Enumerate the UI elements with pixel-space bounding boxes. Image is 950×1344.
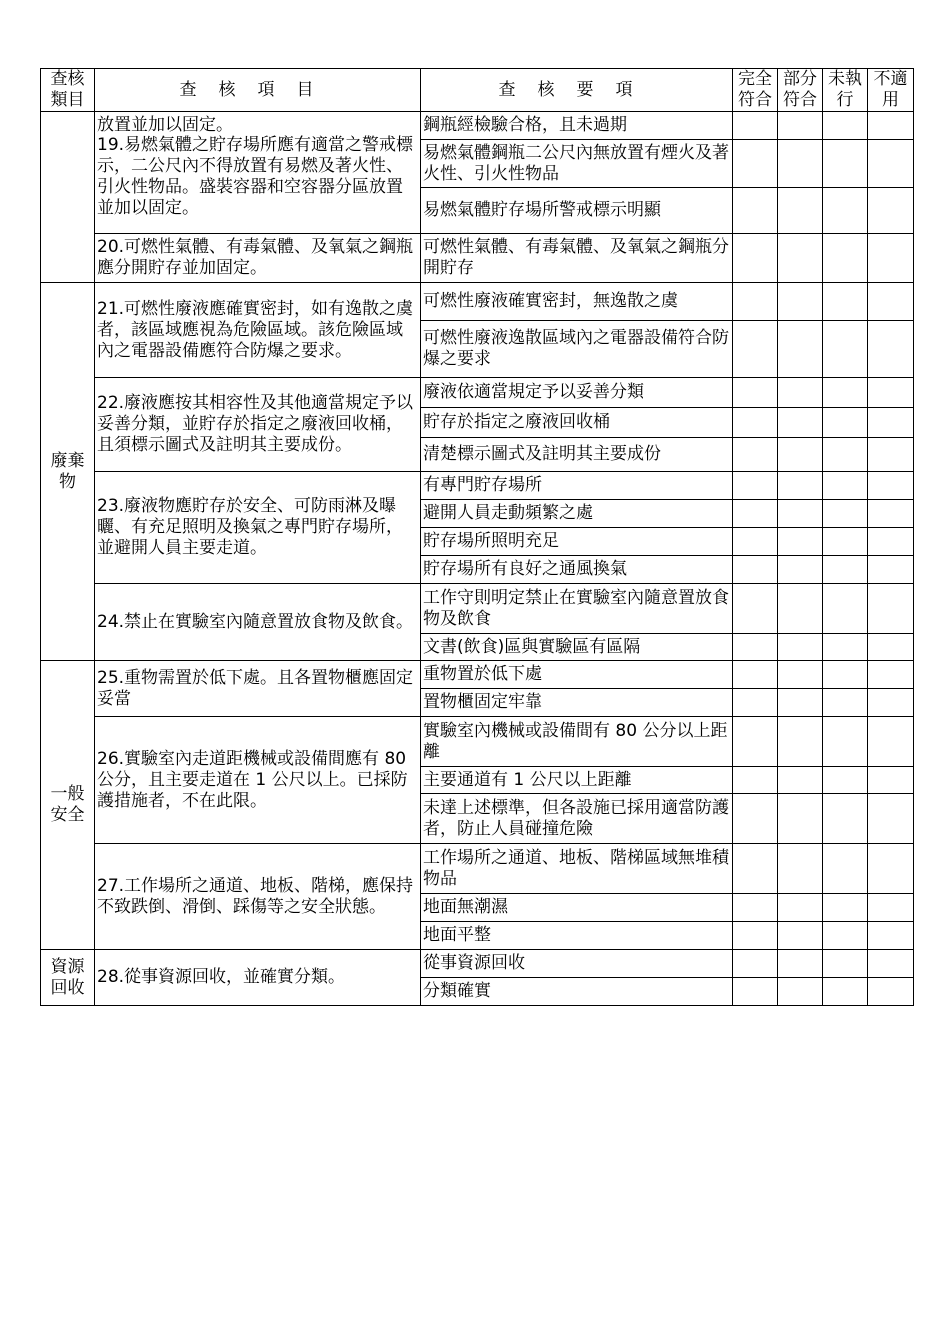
item-19-overflow-text: 放置並加以固定。 — [97, 114, 233, 135]
check-full[interactable] — [733, 556, 778, 584]
check-full[interactable] — [733, 188, 778, 234]
check-full[interactable] — [733, 438, 778, 472]
header-full-compliance: 完全符合 — [733, 69, 778, 112]
check-full[interactable] — [733, 408, 778, 438]
check-full[interactable] — [733, 500, 778, 528]
header-row — [41, 69, 914, 112]
check-na[interactable] — [868, 922, 914, 950]
check-full[interactable] — [733, 634, 778, 661]
requirement-cell: 有專門貯存場所 — [421, 472, 733, 500]
check-na[interactable] — [868, 689, 914, 717]
check-partial[interactable] — [778, 140, 823, 188]
check-not-executed[interactable] — [823, 717, 868, 767]
requirement-cell: 可燃性氣體、有毒氣體、及氧氣之鋼瓶分開貯存 — [421, 234, 733, 283]
item-19-text: 19.易燃氣體之貯存場所應有適當之警戒標示，二公尺內不得放置有易燃及著火性、引火性物品。盛裝容器和空容器分區放置並加以固定。 — [97, 134, 414, 218]
check-full[interactable] — [733, 584, 778, 634]
check-not-executed[interactable] — [823, 767, 868, 794]
check-not-executed[interactable] — [823, 438, 868, 472]
table-row — [41, 234, 914, 283]
category-waste: 廢棄物 — [41, 283, 95, 661]
check-not-executed[interactable] — [823, 408, 868, 438]
check-partial[interactable] — [778, 894, 823, 922]
item-25: 25.重物需置於低下處。且各置物櫃應固定妥當 — [95, 661, 421, 717]
check-not-executed[interactable] — [823, 283, 868, 321]
check-full[interactable] — [733, 844, 778, 894]
check-not-executed[interactable] — [823, 922, 868, 950]
check-na[interactable] — [868, 500, 914, 528]
check-full[interactable] — [733, 661, 778, 689]
requirement-cell: 鋼瓶經檢驗合格，且未過期 — [421, 112, 733, 140]
check-full[interactable] — [733, 922, 778, 950]
item-26: 26.實驗室內走道距機械或設備間應有 80 公分，且主要走道在 1 公尺以上。已採防護措施者，不在此限。 — [95, 717, 421, 844]
check-na[interactable] — [868, 438, 914, 472]
table-row — [41, 717, 914, 767]
requirement-cell: 避開人員走動頻繁之處 — [421, 500, 733, 528]
requirement-cell: 從事資源回收 — [421, 950, 733, 978]
check-not-executed[interactable] — [823, 188, 868, 234]
check-full[interactable] — [733, 283, 778, 321]
requirement-cell: 廢液依適當規定予以妥善分類 — [421, 378, 733, 408]
requirement-cell: 可燃性廢液逸散區域內之電器設備符合防爆之要求 — [421, 321, 733, 378]
requirement-cell: 貯存場所有良好之通風換氣 — [421, 556, 733, 584]
table-row — [41, 472, 914, 500]
check-partial[interactable] — [778, 378, 823, 408]
requirement-cell: 實驗室內機械或設備間有 80 公分以上距離 — [421, 717, 733, 767]
check-full[interactable] — [733, 794, 778, 844]
check-full[interactable] — [733, 140, 778, 188]
check-na[interactable] — [868, 584, 914, 634]
check-full[interactable] — [733, 717, 778, 767]
audit-checklist-table — [40, 68, 914, 1006]
requirement-cell: 可燃性廢液確實密封，無逸散之虞 — [421, 283, 733, 321]
check-na[interactable] — [868, 188, 914, 234]
check-not-executed[interactable] — [823, 978, 868, 1006]
check-na[interactable] — [868, 408, 914, 438]
check-partial[interactable] — [778, 767, 823, 794]
check-full[interactable] — [733, 894, 778, 922]
check-partial[interactable] — [778, 634, 823, 661]
check-not-executed[interactable] — [823, 500, 868, 528]
check-full[interactable] — [733, 689, 778, 717]
table-row — [41, 584, 914, 634]
check-full[interactable] — [733, 950, 778, 978]
check-partial[interactable] — [778, 950, 823, 978]
check-na[interactable] — [868, 717, 914, 767]
item-24: 24.禁止在實驗室內隨意置放食物及飲食。 — [95, 584, 421, 661]
table-row — [41, 950, 914, 978]
check-na[interactable] — [868, 283, 914, 321]
check-not-executed[interactable] — [823, 794, 868, 844]
requirement-cell: 貯存場所照明充足 — [421, 528, 733, 556]
table-row — [41, 844, 914, 894]
check-partial[interactable] — [778, 556, 823, 584]
check-partial[interactable] — [778, 438, 823, 472]
check-partial[interactable] — [778, 978, 823, 1006]
check-na[interactable] — [868, 767, 914, 794]
item-20: 20.可燃性氣體、有毒氣體、及氧氣之鋼瓶應分開貯存並加固定。 — [95, 234, 421, 283]
check-partial[interactable] — [778, 717, 823, 767]
requirement-cell: 主要通道有 1 公尺以上距離 — [421, 767, 733, 794]
table-row — [41, 378, 914, 408]
check-na[interactable] — [868, 978, 914, 1006]
requirement-cell: 易燃氣體貯存場所警戒標示明顯 — [421, 188, 733, 234]
check-na[interactable] — [868, 556, 914, 584]
check-not-executed[interactable] — [823, 661, 868, 689]
check-partial[interactable] — [778, 844, 823, 894]
item-22: 22.廢液應按其相容性及其他適當規定予以妥善分類，並貯存於指定之廢液回收桶，且須標示圖式及註明其主要成份。 — [95, 378, 421, 472]
check-partial[interactable] — [778, 188, 823, 234]
check-not-executed[interactable] — [823, 950, 868, 978]
check-full[interactable] — [733, 234, 778, 283]
header-not-applicable: 不適用 — [868, 69, 914, 112]
check-not-executed[interactable] — [823, 140, 868, 188]
check-na[interactable] — [868, 950, 914, 978]
check-not-executed[interactable] — [823, 378, 868, 408]
requirement-cell: 地面無潮濕 — [421, 894, 733, 922]
table-row — [41, 283, 914, 321]
check-partial[interactable] — [778, 584, 823, 634]
requirement-cell: 重物置於低下處 — [421, 661, 733, 689]
check-na[interactable] — [868, 634, 914, 661]
item-23: 23.廢液物應貯存於安全、可防雨淋及曝曬、有充足照明及換氣之專門貯存場所，並避開人員主要走道。 — [95, 472, 421, 584]
requirement-cell: 工作守則明定禁止在實驗室內隨意置放食物及飲食 — [421, 584, 733, 634]
check-full[interactable] — [733, 528, 778, 556]
check-not-executed[interactable] — [823, 556, 868, 584]
header-requirement: 查核要項 — [421, 69, 733, 112]
header-not-executed: 未執行 — [823, 69, 868, 112]
check-na[interactable] — [868, 234, 914, 283]
check-na[interactable] — [868, 794, 914, 844]
check-partial[interactable] — [778, 321, 823, 378]
check-partial[interactable] — [778, 112, 823, 140]
check-partial[interactable] — [778, 472, 823, 500]
check-partial[interactable] — [778, 922, 823, 950]
check-full[interactable] — [733, 472, 778, 500]
check-partial[interactable] — [778, 689, 823, 717]
check-na[interactable] — [868, 528, 914, 556]
check-na[interactable] — [868, 894, 914, 922]
check-full[interactable] — [733, 978, 778, 1006]
requirement-cell: 貯存於指定之廢液回收桶 — [421, 408, 733, 438]
check-not-executed[interactable] — [823, 321, 868, 378]
check-not-executed[interactable] — [823, 528, 868, 556]
check-not-executed[interactable] — [823, 234, 868, 283]
check-na[interactable] — [868, 321, 914, 378]
check-full[interactable] — [733, 112, 778, 140]
requirement-cell: 未達上述標準，但各設施已採用適當防護者，防止人員碰撞危險 — [421, 794, 733, 844]
check-partial[interactable] — [778, 283, 823, 321]
requirement-cell: 清楚標示圖式及註明其主要成份 — [421, 438, 733, 472]
requirement-cell: 置物櫃固定牢靠 — [421, 689, 733, 717]
check-partial[interactable] — [778, 661, 823, 689]
check-partial[interactable] — [778, 234, 823, 283]
item-19 — [95, 112, 421, 234]
check-not-executed[interactable] — [823, 894, 868, 922]
category-recycling: 資源回收 — [41, 950, 95, 1006]
check-not-executed[interactable] — [823, 634, 868, 661]
check-partial[interactable] — [778, 528, 823, 556]
check-not-executed[interactable] — [823, 472, 868, 500]
table-row — [41, 661, 914, 689]
requirement-cell: 分類確實 — [421, 978, 733, 1006]
check-na[interactable] — [868, 140, 914, 188]
check-full[interactable] — [733, 321, 778, 378]
check-full[interactable] — [733, 767, 778, 794]
check-not-executed[interactable] — [823, 844, 868, 894]
check-partial[interactable] — [778, 408, 823, 438]
requirement-cell: 易燃氣體鋼瓶二公尺內無放置有煙火及著火性、引火性物品 — [421, 140, 733, 188]
item-21: 21.可燃性廢液應確實密封，如有逸散之虞者，該區域應視為危險區域。該危險區域內之電器設備應符合防爆之要求。 — [95, 283, 421, 378]
item-27: 27.工作場所之通道、地板、階梯，應保持不致跌倒、滑倒、踩傷等之安全狀態。 — [95, 844, 421, 950]
check-na[interactable] — [868, 378, 914, 408]
item-28: 28.從事資源回收，並確實分類。 — [95, 950, 421, 1006]
check-not-executed[interactable] — [823, 689, 868, 717]
category-general-safety: 一般安全 — [41, 661, 95, 950]
header-category: 查核類目 — [41, 69, 95, 112]
check-na[interactable] — [868, 844, 914, 894]
category-cell-continued — [41, 112, 95, 283]
header-partial-compliance: 部分符合 — [778, 69, 823, 112]
check-not-executed[interactable] — [823, 584, 868, 634]
check-partial[interactable] — [778, 500, 823, 528]
check-not-executed[interactable] — [823, 112, 868, 140]
check-na[interactable] — [868, 472, 914, 500]
check-na[interactable] — [868, 112, 914, 140]
check-partial[interactable] — [778, 794, 823, 844]
requirement-cell: 工作場所之通道、地板、階梯區域無堆積物品 — [421, 844, 733, 894]
table-row — [41, 112, 914, 140]
header-item: 查核項目 — [95, 69, 421, 112]
check-na[interactable] — [868, 661, 914, 689]
requirement-cell: 地面平整 — [421, 922, 733, 950]
check-full[interactable] — [733, 378, 778, 408]
requirement-cell: 文書(飲食)區與實驗區有區隔 — [421, 634, 733, 661]
